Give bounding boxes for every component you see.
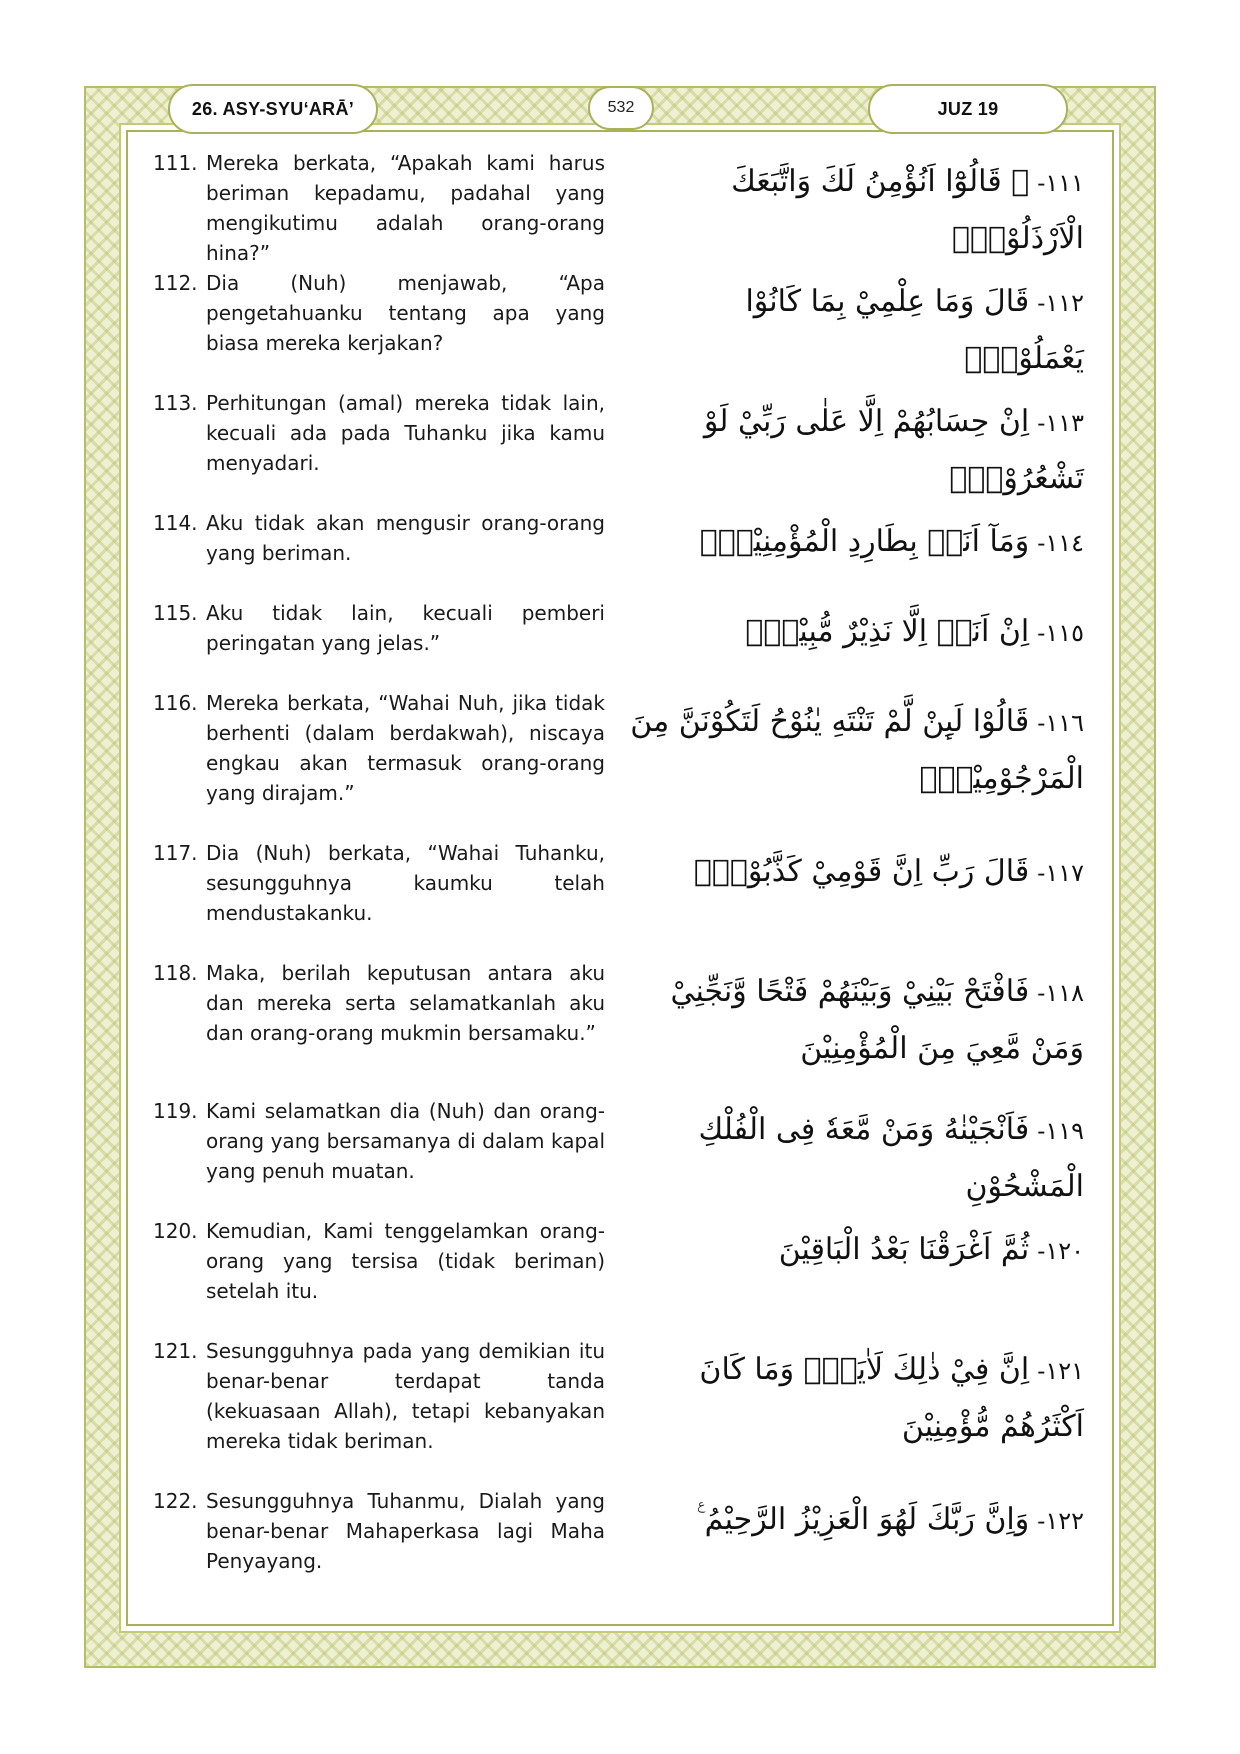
verse-translation: Maka, berilah keputusan antara aku dan mereka serta selamatkanlah aku dan orang-orang mukmin bersamaku.” [206,961,605,1045]
arabic-verse-number: ١١٥- [1037,619,1084,647]
verse-number: 117. [153,841,198,865]
surah-title: 26. ASY-SYU‘ARĀ’ [168,84,378,134]
arabic-text: ثُمَّ اَغْرَقْنَا بَعْدُ الْبَاقِيْنَ [778,1232,1030,1267]
verse-translation: Aku tidak lain, kecuali pemberi peringatan yang jelas.” [206,601,605,655]
verse-translation: Kami selamatkan dia (Nuh) dan orang-orang yang bersamanya di dalam kapal yang penuh muatan. [206,1099,605,1183]
arabic-verse-number: ١٢٢- [1037,1507,1084,1535]
verse-translation: Dia (Nuh) berkata, “Wahai Tuhanku, sesungguhnya kaumku telah mendustakanku. [206,841,605,925]
arabic-verse-number: ١١٣- [1037,409,1084,437]
verse-number: 116. [153,691,198,715]
arabic-text: اِنْ اَنَا۠ اِلَّا نَذِيْرٌ مُّبِيْنٌۗ [745,614,1030,649]
verse-number: 122. [153,1489,198,1513]
arabic-text: قَالُوْا لَىِٕنْ لَّمْ تَنْتَهِ يٰنُوْحُ لَتَكُوْنَنَّ مِنَ الْمَرْجُوْمِيْنَۗ [630,704,1084,796]
arabic-verse-number: ١١١- [1037,169,1084,197]
arabic-text: اِنَّ فِيْ ذٰلِكَ لَاٰيَةًۗ وَمَا كَانَ اَكْثَرُهُمْ مُّؤْمِنِيْنَ [699,1352,1084,1444]
verse-number: 119. [153,1099,198,1123]
verse-translation: Kemudian, Kami tenggelamkan orang-orang yang tersisa (tidak beriman) setelah itu. [206,1219,605,1303]
verse-translation: Sesungguhnya Tuhanmu, Dialah yang benar-benar Mahaperkasa lagi Maha Penyayang. [206,1489,605,1573]
verse-translation: Mereka berkata, “Wahai Nuh, jika tidak berhenti (dalam berdakwah), niscaya engkau akan termasuk orang-orang yang dirajam.” [206,691,605,805]
verse-translation: Perhitungan (amal) mereka tidak lain, kecuali ada pada Tuhanku jika kamu menyadari. [206,391,605,475]
arabic-text: قَالَ وَمَا عِلْمِيْ بِمَا كَانُوْا يَعْمَلُوْنَۚ [745,284,1084,376]
verse-translation: Mereka berkata, “Apakah kami harus beriman kepadamu, padahal yang mengikutimu adalah orang-orang hina?” [206,151,605,265]
arabic-text: وَمَآ اَنَا۠ بِطَارِدِ الْمُؤْمِنِيْنَۚ [699,524,1030,559]
verse-number: 118. [153,961,198,985]
arabic-text: وَاِنَّ رَبَّكَ لَهُوَ الْعَزِيْزُ الرَّحِيْمُ ࣖ [697,1502,1030,1537]
verse-number: 113. [153,391,198,415]
arabic-text: فَاَنْجَيْنٰهُ وَمَنْ مَّعَهٗ فِى الْفُلْكِ الْمَشْحُوْنِ [698,1112,1084,1204]
verse-number: 114. [153,511,198,535]
arabic-verse-number: ١١٩- [1037,1117,1084,1145]
juz-label: JUZ 19 [868,84,1068,134]
verse-translation: Sesungguhnya pada yang demikian itu benar-benar terdapat tanda (kekuasaan Allah), tetapi kebanyakan mereka tidak beriman. [206,1339,605,1453]
arabic-text: اِنْ حِسَابُهُمْ اِلَّا عَلٰى رَبِّيْ لَوْ تَشْعُرُوْنَۚ [703,404,1084,496]
arabic-verse-number: ١٢١- [1037,1357,1084,1385]
arabic-verse-number: ١١٤- [1037,529,1084,557]
arabic-verse-number: ١١٢- [1037,289,1084,317]
arabic-verse-number: ١١٨- [1037,979,1084,1007]
arabic-verse-number: ١١٦- [1037,709,1084,737]
verse-number: 111. [153,151,198,175]
arabic-verse-number: ١١٧- [1037,859,1084,887]
verse-number: 121. [153,1339,198,1363]
verse-number: 120. [153,1219,198,1243]
arabic-text: ۞ قَالُوْٓا اَنُؤْمِنُ لَكَ وَاتَّبَعَكَ الْاَرْذَلُوْنَۗ [731,164,1084,256]
verse-number: 115. [153,601,198,625]
page-number: 532 [588,86,654,130]
arabic-verse-number: ١٢٠- [1037,1237,1084,1265]
verse-translation: Aku tidak akan mengusir orang-orang yang beriman. [206,511,605,565]
verse-number: 112. [153,271,198,295]
arabic-text: قَالَ رَبِّ اِنَّ قَوْمِيْ كَذَّبُوْنِۖ [693,854,1030,889]
arabic-text: فَافْتَحْ بَيْنِيْ وَبَيْنَهُمْ فَتْحًا وَّنَجِّنِيْ وَمَنْ مَّعِيَ مِنَ الْمُؤْمِنِيْنَ [670,974,1084,1066]
verse-translation: Dia (Nuh) menjawab, “Apa pengetahuanku tentang apa yang biasa mereka kerjakan? [206,271,605,355]
